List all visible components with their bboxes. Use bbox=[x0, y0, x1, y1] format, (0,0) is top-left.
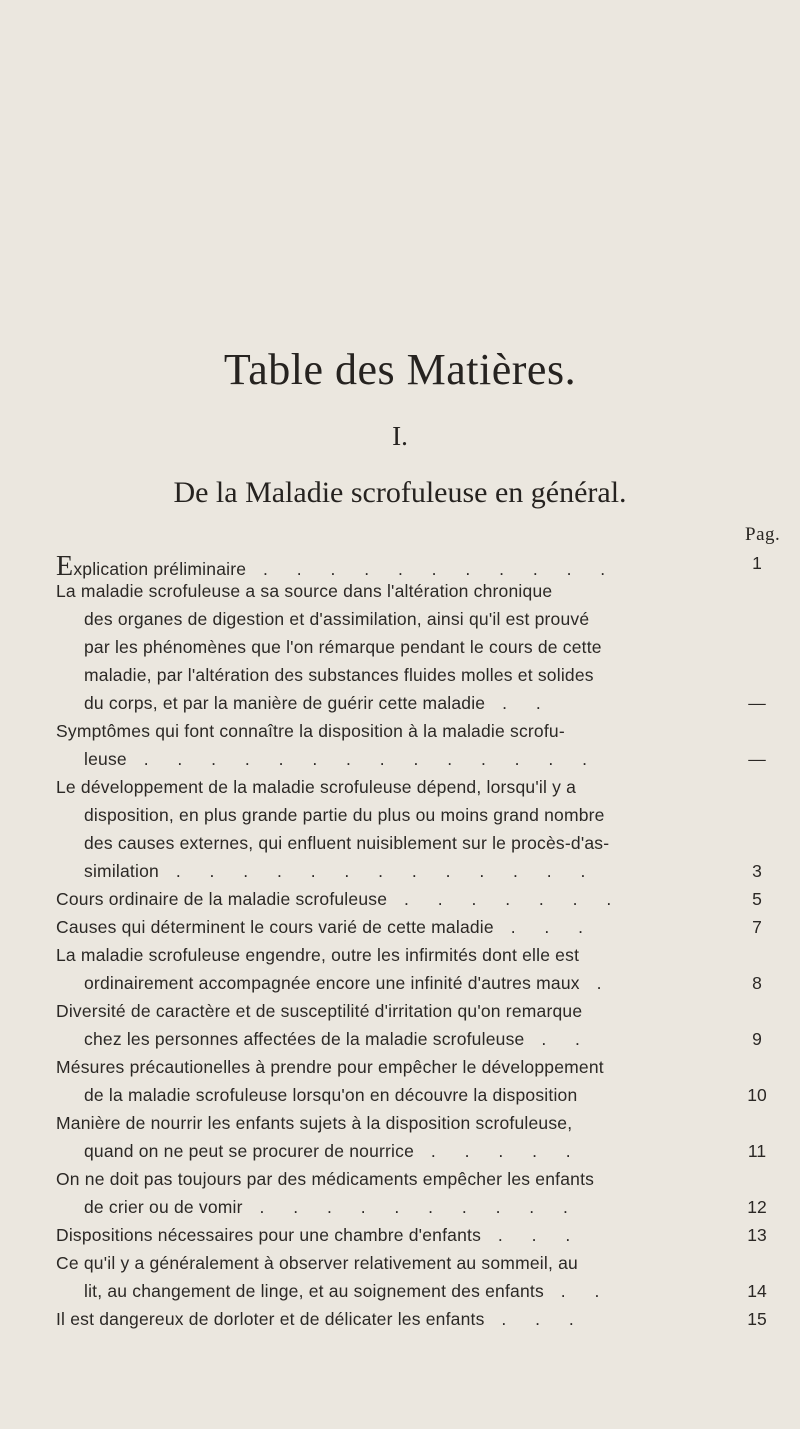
dot-leader: . . . . . . . . . . bbox=[242, 1197, 580, 1217]
toc-entry-continuation: de crier ou de vomir . . . . . . . . . . bbox=[84, 1197, 580, 1217]
entry-text: xplication préliminaire bbox=[73, 559, 247, 579]
dot-leader: . . . . . . . . . . . . . bbox=[158, 861, 598, 881]
dot-leader: . . . bbox=[484, 1309, 586, 1329]
dot-leader: . . . bbox=[493, 917, 596, 937]
page-number: 12 bbox=[747, 1197, 767, 1217]
page-number: 7 bbox=[752, 917, 762, 937]
toc-entry-line: Cours ordinaire de la maladie scrofuleuse . . . . . . . bbox=[56, 889, 624, 909]
toc-entry-line: On ne doit pas toujours par des médicaments empêcher les enfants bbox=[56, 1169, 595, 1189]
section-title: De la Maladie scrofuleuse en général. bbox=[173, 476, 627, 509]
initial-letter: E bbox=[56, 551, 74, 582]
section-number: I. bbox=[392, 421, 408, 451]
toc-entry-line: La maladie scrofuleuse engendre, outre les infirmités dont elle est bbox=[56, 945, 580, 965]
toc-entry-continuation: maladie, par l'altération des substances fluides molles et solides bbox=[84, 665, 594, 685]
toc-entry-line: Ce qu'il y a généralement à observer relativement au sommeil, au bbox=[56, 1253, 578, 1273]
toc-entry-continuation: de la maladie scrofuleuse lorsqu'on en découvre la disposition bbox=[84, 1085, 578, 1105]
toc-entry-line: Il est dangereux de dorloter et de délicater les enfants . . . bbox=[56, 1309, 586, 1329]
dot-leader: . . . . . . . bbox=[387, 889, 624, 909]
toc-entry-line: Diversité de caractère et de susceptilité d'irritation qu'on remarque bbox=[56, 1001, 583, 1021]
page-number: 1 bbox=[752, 553, 762, 573]
page-column-header: Pag. bbox=[745, 524, 781, 545]
page-number: 13 bbox=[747, 1225, 767, 1245]
dot-leader: . bbox=[579, 973, 614, 993]
toc-entry-continuation: leuse . . . . . . . . . . . . . . bbox=[84, 749, 599, 769]
page-number: — bbox=[748, 693, 766, 713]
dot-leader: . . bbox=[485, 693, 553, 713]
dot-leader: . . . . . . . . . . . bbox=[246, 559, 618, 579]
page-number: 14 bbox=[747, 1281, 767, 1301]
toc-entry-continuation: similation . . . . . . . . . . . . . bbox=[84, 861, 598, 881]
dot-leader: . . . . . . . . . . . . . . bbox=[126, 749, 599, 769]
toc-entry-line: Manière de nourrir les enfants sujets à la disposition scrofuleuse, bbox=[56, 1113, 573, 1133]
toc-entry-line: Mésures précautionelles à prendre pour empêcher le développement bbox=[56, 1057, 604, 1077]
page-title: Table des Matières. bbox=[223, 345, 577, 394]
toc-entry-line bbox=[56, 553, 617, 581]
toc-entry-continuation: des causes externes, qui enfluent nuisiblement sur le procès-d'as- bbox=[84, 833, 610, 853]
toc-entry-continuation: du corps, et par la manière de guérir cette maladie . . bbox=[84, 693, 553, 713]
toc-entry-line: Le développement de la maladie scrofuleuse dépend, lorsqu'il y a bbox=[56, 777, 577, 797]
toc-entry-line: Dispositions nécessaires pour une chambre d'enfants . . . bbox=[56, 1225, 583, 1245]
page-number: — bbox=[748, 749, 766, 769]
page-number: 9 bbox=[752, 1029, 762, 1049]
page-number: 5 bbox=[752, 889, 762, 909]
toc-entry-line: Causes qui déterminent le cours varié de cette maladie . . . bbox=[56, 917, 596, 937]
page-number: 10 bbox=[747, 1085, 767, 1105]
toc-entry-continuation: par les phénomènes que l'on rémarque pendant le cours de cette bbox=[84, 637, 602, 657]
page-number: 15 bbox=[747, 1309, 767, 1329]
dot-leader: . . bbox=[524, 1029, 592, 1049]
toc-entry-continuation: lit, au changement de linge, et au soignement des enfants . . bbox=[84, 1281, 612, 1301]
dot-leader: . . bbox=[543, 1281, 612, 1301]
page-number: 8 bbox=[752, 973, 762, 993]
dot-leader: . . . . . bbox=[414, 1141, 583, 1161]
toc-entry-continuation: ordinairement accompagnée encore une infinité d'autres maux . bbox=[84, 973, 614, 993]
toc-entry-continuation: des organes de digestion et d'assimilation, ainsi qu'il est prouvé bbox=[84, 609, 590, 629]
toc-entry-continuation: disposition, en plus grande partie du plus ou moins grand nombre bbox=[84, 805, 605, 825]
toc-entry-line: Symptômes qui font connaître la disposition à la maladie scrofu- bbox=[56, 721, 565, 741]
dot-leader: . . . bbox=[481, 1225, 583, 1245]
page-number: 3 bbox=[752, 861, 762, 881]
toc-entry-continuation: quand on ne peut se procurer de nourrice . . . . . bbox=[84, 1141, 583, 1161]
toc-entry-line: La maladie scrofuleuse a sa source dans l'altération chronique bbox=[56, 581, 553, 601]
toc-entry-continuation: chez les personnes affectées de la maladie scrofuleuse . . bbox=[84, 1029, 592, 1049]
page-number: 11 bbox=[747, 1141, 767, 1161]
